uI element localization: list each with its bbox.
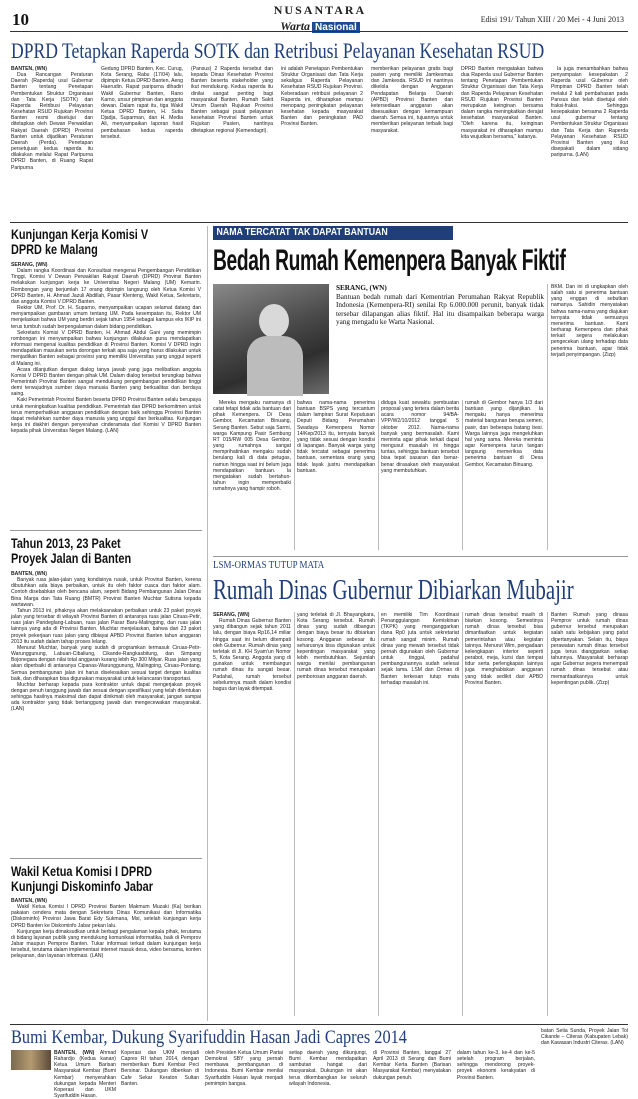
article-7-col-6: dalam tahun ke-3, ke-4 dan ke-5 setelah program berjalan, sehingga mendorong proyek-proyek ekonomi kerakyatan di Provinsi Banten.: [457, 1050, 535, 1081]
article-1-col-1: BANTEN, (WN) Dua Rancangan Peraturan Daerah (Raperda) usul Gubernur Banten tentang Penetapan Pembentukan Struktur Organisasi dan Tata Kerja (SOTK) dan Raperda Retribusi Pelayanan Kesehatan RSUD Rujukan Provinsi Banten resmi disetujui dan ditetapkan oleh Dewan Perwakilan Rakyat Daerah (DPRD) Provinsi Banten untuk dijadikan Peraturan Daerah (Perda). Penetapan persetujuan kedua raperda itu dilakukan melalui Rapat Paripurna DPRD Banten, di Ruang Rapat Paripurna: [11, 66, 93, 171]
article-1-headline: DPRD Tetapkan Raperda SOTK dan Retribusi Pelayanan Kesehatan RSUD: [11, 38, 545, 63]
article-6-col-5: Banten Rumah yang dinasa Pemprov untuk rumah dinas gubernur tersebut merupakan salah satu kebijakan yang patut dipertanyakan. Selain itu, biaya perawatan rumah dinas tersebut juga terus dianggarkan setiap tahunnya. Masyarakat berharap agar Gubernur segera menempati rumah dinas tersebut atau memanfaatkannya untuk kepentingan publik. (Zizp): [551, 612, 628, 686]
article-7-col-5: di Provinsi Banten, tanggal 27 April 2013 di Serang dan Bumi Kembar Kerta Banten (Barisan Masyarakat Kembar) menyatakan dukungan penuh.: [373, 1050, 451, 1081]
article-3-dateline: BANTEN, (WN): [11, 571, 47, 577]
article-6-headline: Rumah Dinas Gubernur Dibiarkan Mubajir: [213, 574, 574, 606]
article-1-col-3: (Pansus) 2 Raperda tersebut dan kepada Dinas Kesehatan Provinsi Banten beserta stakeholder yang ikut mendukung. Kedua raperda itu dinilai sangat penting bagi masyarakat Banten. Rumah Sakit Umum Daerah Rujukan Provinsi Banten sebagai pusat pelayanan kesehatan Provinsi Banten untuk Rujukan Pasien, nantinya ditetapkan regional (Kemendagri).: [191, 66, 273, 134]
article-6-dateline: SERANG, (WN): [213, 612, 250, 618]
article-1-col-7: Ia juga menambahkan bahwa penyampaian kesepakatan 2 Raperda usul Gubernur oleh Pimpinan DPRD Banten telah melalui 2 kali pembahasan pada Pansus dan telah disetujui oleh fraksi-fraksi. Sehingga kesepakatan bersama 2 Raperda usul gubernur tentang Pembentukan Struktur Organisasi dan Tata Kerja dan Raperda Pelayanan Kesehatan RSUD Provinsi Banten yang ikut disepakati dalam sidang paripurna. (LAN): [551, 66, 628, 159]
photo-person-body: [247, 336, 303, 396]
page-number: 10: [12, 10, 29, 29]
article-6-col-4: rumah dinas tersebut masih di biarkan kosong. Semestinya rumah dinas tersebut bisa dimanfaatkan untuk kegiatan pemerintahan atau kegiatan lainnya. Menurut Wim, pengadaan kelengkapan interior seperti perabot, meja, kursi dan tempat tidur serta perlengkapan lainnya juga menghabiskan anggaran yang tidak sedikit dari APBD Provinsi Banten.: [465, 612, 543, 686]
article-4-headline: Wakil Ketua Komisi I DPRD Kunjungi Diskominfo Jabar: [11, 863, 153, 894]
article-6-kicker: LSM-ORMAS TUTUP MATA: [213, 560, 325, 571]
masthead-warta: Warta: [280, 19, 311, 33]
article-7-photo: [11, 1050, 51, 1070]
section-rule-1: [10, 222, 628, 223]
article-7-col-2: Koperasi dan UKM menjadi Capres RI tahun 2014, dengan memberikan Bumi Kembar Peci Bersinar. Dukungan diberikan di Cafe Sekar Keraton Sultan Banten.: [121, 1050, 199, 1087]
article-1-col-5: memberikan pelayanan gratis bagi pasien yang memiliki Jamkesmas dan Jamkesda. RSUD ini nantinya dikelola dengan Anggaran Pendapatan Belanja Daerah (APBD) Provinsi Banten dan ketersediaan anggaran akan disesuaikan dengan kemampuan daerah. Semua ini, tujuannya untuk memberikan pelayanan terbaik bagi masyarakat.: [371, 66, 453, 134]
article-1-dateline: BANTEN, (WN): [11, 66, 47, 72]
masthead-nusantara: NUSANTARA: [273, 3, 367, 17]
article-1-col-4: ini adalah Penetapan Pembentukan Struktur Organisasi dan Tata Kerja sekaligus Raperda Pelayanan Kesehatan RSUD Rujukan Provinsi. Keberadaan retribusi pelayanan 2 Raperda ini, diharapkan mampu menopang peningkatan pelayanan kesehatan kepada masyarakat Banten dan peningkatan PAD Provinsi Banten.: [281, 66, 363, 128]
article-5-headline: Bedah Rumah Kemenpera Banyak Fiktif: [213, 244, 566, 277]
article-1-col-2: Gedung DPRD Banten, Kec. Curug, Kota Serang, Rabu (17/04) lalu, dipimpin Ketua DPRD Banten, Aeng Haerudin. Rapat paripurna dihadiri Wakil Gubernur Banten, Rano Karno, unsur pimpinan dan anggota dewan. Dalam rapat itu, tiga Wakil Ketua DPRD Banten, H. Sutia Djadja, Suparman, dan H. Media Ali, menyampaikan laporan hasil pembahasan kedua raperda tersebut.: [101, 66, 183, 140]
article-7-dateline: BANTEN, (WN): [54, 1050, 95, 1056]
article-3-body: BANTEN, (WN) Banyak ruas jalan-jalan yang kondisinya rusak, untuk Provinsi Banten, kerena dibutuhkan ada biaya perbaikan, untuk itu oleh faktor cuaca dan faktor alam. Contoh disebabkan oleh bencana alam, seperti Bidang Pembangunan Jalan Dinas Bina Marga dan Tata Ruang (BMTR) Provinsi Banten Muchtar Sutisna kepada wartawan. Tahun 2013 ini, pihaknya akan melaksanakan perbaikan untuk 23 paket proyek jalan yang tersebar di wilayah Provinsi Banten di antaranya ruas jalan Ciruas-Petir, ruas jalan Pandeglang-Labuan, ruas jalan Pasar Baru-Malingping, dan ruas jalan lainnya yang ada di Provinsi Banten. Muchtar menjelaskan, bahwa dari 23 paket proyek pekerjaan ruas jalan yang dibiayai APBD Provinsi Banten tahun anggaran 2013 itu sudah dalam tahap proses lelang. Menurut Muchtar, banyak yang sudah di programkan termasuk Ciruas-Petir-Warunggunung, Labuan-Cibaliung, Cikande-Rangkasbitung, dan Simpang Bojonegara dengan nilai total anggaran kurang lebih Rp 300 Milyar. Ruas jalan yang akan diperbaiki di antaranya Cipanas-Warunggunung, Malingping, Ciruas-Pontang. Semua pembangunan jalan ini harus diselesaikan sesuai target dengan kualitas baik, dan diharapkan bisa digunakan masyarakat untuk kelancaran transportasi. Muchtar berharap kepada para kontraktor untuk dapat mengerjakan proyek dengan penuh tanggung jawab dan sesuai dengan spesifikasi yang telah ditentukan sehingga hasilnya maksimal dan dapat dinikmati oleh masyarakat, jangan sampai ada kontraktor yang tidak bertanggung jawab dan mengecewakan masyarakat. (LAN): [11, 571, 202, 713]
article-5-col-3: diduga kuat sewaktu pembuatan proposal yang tertera dalam berita acara nomor 94/BA-VPP/W2/10/2012 tanggal 5 oktober 2012. Nama-nama banyak yang bermasalah. Kami meminta agar pihak terkait dapat mengusut masalah ini hingga tuntas, sehingga bantuan tersebut bisa tepat sasaran dan benar-benar dirasakan oleh masyarakat yang membutuhkan.: [381, 400, 459, 474]
edition-info: Edisi 191/ Tahun XIII / 20 Mei - 4 Juni 2013: [480, 15, 624, 24]
article-4-body: BANTEN, (WN) Wakil Ketua Komisi I DPRD Provinsi Banten Makmum Muzaki (Ka) berikan pakaian cendera mata dengan Sekretaris Dinas Komunikasi dan Informatika (Diskominfo) Provinsi Jawa Barat Edy Sukmana, Msi, setelah kunjungan kerja DPRD Banten ke Diskominfo Jabar pekan lalu. Kunjungan kerja dimaksudkan untuk berbagi pengalaman kepala pihak, terutama di bidang layanan publik yang mendukung komunikasi informatika, baik di Pemprov Jabar maupun Pemprov Banten. Tukar informasi terkait dalam kunjungan kerja tersebut, terutama dalam implementasi internet masuk desa, video bersama, konten pelayanan, dan layanan informasi. (LAN): [11, 898, 201, 960]
section-rule-2: [213, 556, 628, 557]
article-5-col-2: bahwa nama-nama penerima bantuan BSPS yang tercantum dalam lampiran Surat Keputusan Deputi Bidang Perumahan Swadaya Kemenpera Nomor 14/Kep/2013 itu, ternyata banyak yang tidak sesuai dengan kondisi di lapangan. Banyak warga yang tidak tercatat sebagai penerima bantuan, sementara orang yang tidak layak justru mendapatkan bantuan.: [297, 400, 375, 474]
article-2-headline: Kunjungan Kerja Komisi V DPRD ke Malang: [11, 226, 149, 257]
article-2-dateline: SERANG, (WN): [11, 262, 48, 268]
left-rule-2: [10, 858, 202, 859]
article-7-col-3: oleh Presiden Ketua Umum Partai Demokrat SBY yang pernah membawa pembangunan di Indonesia. Bumi Kembar menilai Syarifuddin Hasan layak menjadi pemimpin bangsa.: [205, 1050, 283, 1087]
article-5-photo: [213, 284, 329, 394]
article-7-col-7: batan Setia Sunda, Proyek Jalan Tol Cikande – Citeras (Kabupaten Lebak) dan Kawasan Industri Citeras. (LAN): [541, 1028, 628, 1047]
article-7-col-1: BANTEN, (WN) Ahmad Rahardjo (Kedua kanan) Ketua Umum Barisan Masyarakat Kembar (Bumi Kembar) menyerahkan dukungan kepada Menteri Koperasi dan UKM Syarifuddin Hasan.: [54, 1050, 116, 1099]
article-5-kicker: NAMA TERCATAT TAK DAPAT BANTUAN: [213, 226, 453, 240]
article-6-col-1: SERANG, (WN) Rumah Dinas Gubernur Banten yang dibangun sejak tahun 2011 lalu, dengan biaya Rp16,14 miliar hingga saat ini belum ditempati oleh Gubernur. Rumah dinas yang terletak di Jl. KH Syam'un Nomor 5, Kota Serang. Anggota yang di gunakan untuk membangun rumah dinas itu sangat besar. Padahal, rumah tersebut sebelumnya masih dalam kondisi bagus dan layak ditempati.: [213, 612, 291, 692]
article-6-col-3: en memiliki Tim Koordinasi Penanggulangan Kemiskinan (TKPK) yang menganggarkan dana Rp0 juta untuk sekretariat rumah sangat minim. Rumah dinas yang mewah tersebut tidak pernah digunakan oleh Gubernur untuk tinggal, padahal pembangunannya sudah selesai sejak lama. LSM dan Ormas di Banten terkesan tutup mata terhadap masalah ini.: [381, 612, 459, 686]
article-5-col-4: rumah di Gembor hanya 1/3 dari bantuan yang dijanjikan. Ia mengaku hanya menerima material bangunan berupa semen, pasir, dan beberapa batang besi. Warga lainnya juga mengeluhkan hal yang sama. Mereka meminta agar Kemenpera turun tangan langsung memeriksa data penerima bantuan di Desa Gembor, Kecamatan Binuang.: [465, 400, 543, 468]
article-7-col-4: setiap daerah yang dikunjungi, Bumi Kembar mendapatkan sambutan hangat dari masyarakat. Dukungan ini akan terus dikembangkan ke seluruh wilayah Indonesia.: [289, 1050, 367, 1087]
article-7-headline: Bumi Kembar, Dukung Syarifuddin Hasan Jadi Capres 2014: [11, 1027, 407, 1048]
left-rule-1: [10, 530, 202, 531]
article-5-lead: SERANG, (WN) Bantuan bedah rumah dari Kementrian Perumahan Rakyat Republik Indonesia (Kemenpera-RI) senilai Rp 6.000.000 perunit, banyak tidak tersebar dilapangan alias fiktif. Hal itu disampaikan beberapa warga yang mengadu ke Warta Nasional.: [336, 284, 544, 327]
article-5-col-5: BKM. Dan ini di ungkapkan oleh salah satu si penerima bantuan yang enggan di sebutkan namanya. Sahidin menyatakan bahwa nama-nama yang diajukan ternyata tidak semuanya menerima bantuan. Kami berharap Kemenpera dan pihak terkait segera melakukan pengecekan ulang terhadap data penerima bantuan, agar tidak terjadi penyimpangan. (Zizp): [551, 284, 628, 358]
section-rule-3: [10, 1024, 628, 1025]
header-rule: [10, 31, 628, 32]
photo-person-head: [259, 304, 289, 338]
article-4-dateline: BANTEN, (WN): [11, 898, 47, 904]
article-5-col-1: Mereka mengaku namanya di catat tetapi tidak ada bantuan dari pihak Kemenpera. Di Desa Gembor, Kecamatan Binuang, Serang Banten. Sebut saja Sarmi, warga Kampung Pasir Sembung RT 015/RW 005 Desa Gembor, yang rumahnya sangat memprihatinkan mengaku sudah berulang kali di data petugas, namun hingga saat ini belum juga mendapatkan bantuan. Ia mengatakan sudah bertahun-tahun ingin memperbaiki rumahnya yang hampir roboh.: [213, 400, 291, 493]
article-1-col-6: DPRD Banten mengatakan bahwa dua Raperda usul Gubernur Banten tentang Penetapan Pembentukan Struktur Organisasi dan Tata Kerja dan Raperda Pelayanan Kesehatan RSUD Rujukan Provinsi Banten merupakan keinginan bersama dalam rangka meningkatkan derajat kesehatan masyarakat Banten. "Oleh karena itu, keinginan masyarakat ini diharapkan mampu kita wujudkan bersama," katanya.: [461, 66, 543, 140]
article-6-col-2: yang terletak di Jl. Bhayangkara, Kota Serang tersebut. Rumah dinas yang sudah dibangun dengan biaya besar itu dibiarkan kosong. Anggaran sebesar itu seharusnya bisa digunakan untuk kepentingan masyarakat yang lebih membutuhkan. Sejumlah warga menilai pembangunan rumah dinas tersebut merupakan pemborosan anggaran daerah.: [297, 612, 375, 680]
article-3-headline: Tahun 2013, 23 Paket Proyek Jalan di Banten: [11, 535, 132, 566]
article-5-dateline: SERANG, (WN): [336, 284, 387, 292]
left-column-divider: [207, 226, 208, 1021]
masthead-nasional: Nasional: [312, 22, 360, 33]
article-2-body: SERANG, (WN) Dalam rangka Koordinasi dan Konsultasi mengenai Pengembangan Pendidikan Tinggi, Komisi V Dewan Perwakilan Rakyat Daerah (DPRD) Provinsi Banten melakukan kunjungan kerja ke Universitas Negeri Malang (UM) Kemarin. Rombongan yang berjumlah 17 orang dipimpin langsung oleh Ketua Komisi V DPRD Banten, H. Ahmad Jazuli Abdillah, Pasar Klenteng, Wakil Ketua, Sekretaris, dan anggota Komisi V DPRD Banten. Rektor UM, Prof. Dr. H. Suparno, menyampaikan ucapan selamat datang dan menyampaikan gambaran umum tentang UM. Pada kesempatan itu, Rektor UM menjelaskan bahwa UM yang berdiri sejak tahun 1954 sebagai kampus eks IKIP ini terus tumbuh sudah berpengalaman dalam bidang pendidikan. Sekretaris Komisi V DPRD Banten, H. Ahmad Abdul Gani yang memimpin rombongan ini menyampaikan bahwa kunjungan dilakukan guna mendapatkan informasi mengenai kualitas pendidikan di Provinsi Banten. Komisi V DPRD ingin mendapatkan masukan serta dorongan terkait apa saja yang harus dilakukan untuk menjadikan Banten sebagai provinsi yang memiliki Universitas yang unggul seperti di Malang ini. Acara dilanjutkan dengan dialog tanya jawab yang juga melibatkan anggota Komisi V DPRD Banten dengan pihak UM. Dalam dialog tersebut terungkap bahwa Pemerintah Provinsi Banten sangat mendukung pengembangan pendidikan tinggi demi terwujudnya sumber daya manusia Banten yang berkualitas dan berdaya saing. Kaki Pemerintah Provinsi Banten beserta DPRD Provinsi Banten selalu berupaya untuk meningkatkan kualitas pendidikan. Pemerintah dan DPRD berkomitmen untuk terus memperhatikan anggaran pendidikan dengan baik sehingga Provinsi Banten dapat melahirkan sumber daya manusia yang unggul dan berkualitas. Kunjungan kerja ini diakhiri dengan penyerahan cinderamata dari Komisi V DPRD Banten kepada pihak Universitas Negeri Malang. (LAN): [11, 262, 201, 435]
